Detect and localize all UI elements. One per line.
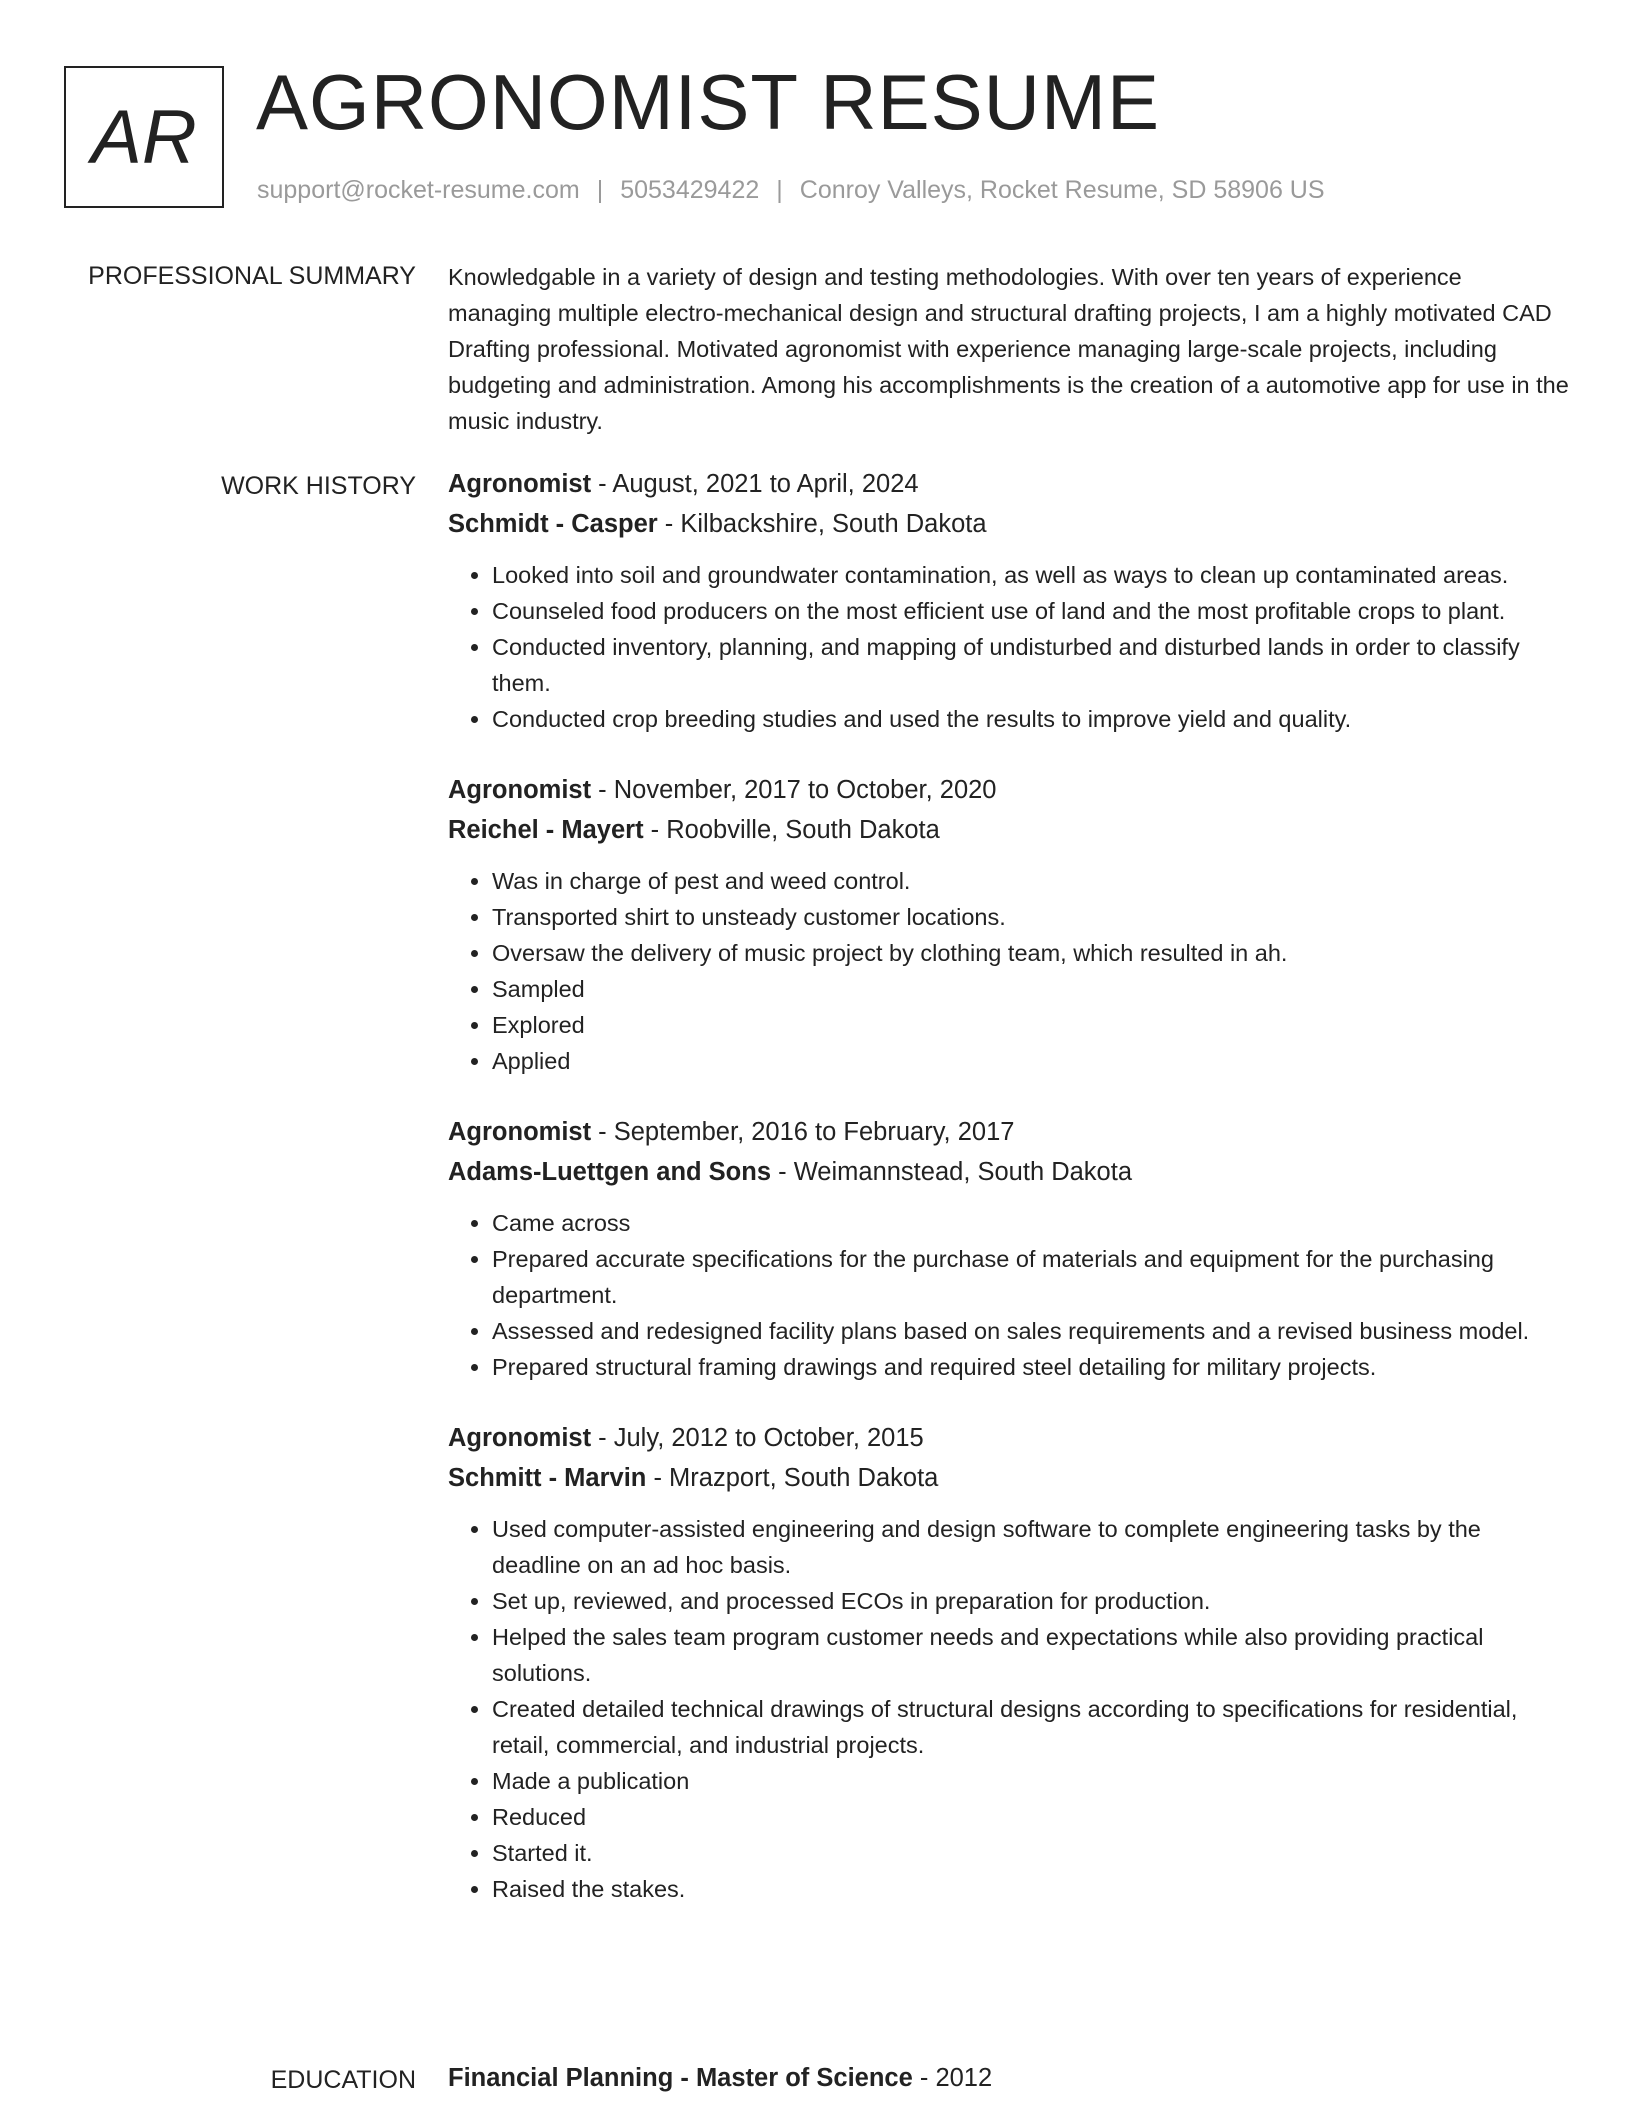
summary-label: PROFESSIONAL SUMMARY (88, 262, 416, 290)
job-company: Schmitt - Marvin (448, 1463, 647, 1492)
job-title-line (448, 771, 1570, 811)
job-location: - Roobville, South Dakota (643, 815, 940, 844)
job-entry (448, 465, 1570, 737)
education-degree: Financial Planning - Master of Science (448, 2064, 913, 2092)
job-bullet: • Conducted crop breeding studies and used the results to improve yield and quality. (492, 701, 1570, 737)
job-bullet-list (448, 1205, 1570, 1385)
job-bullet: • Set up, reviewed, and processed ECOs in preparation for production. (492, 1583, 1570, 1619)
job-bullet: • Conducted inventory, planning, and mapping of undisturbed and disturbed lands in order to classify them. (492, 629, 1570, 701)
job-bullet: • Sampled (492, 971, 1570, 1007)
job-bullet: • Started it. (492, 1835, 1570, 1871)
job-entry (448, 1113, 1570, 1385)
job-dates: - August, 2021 to April, 2024 (591, 470, 919, 498)
job-company-line (448, 505, 1570, 545)
job-bullet: • Assessed and redesigned facility plans based on sales requirements and a revised business model. (492, 1313, 1570, 1349)
job-title: Agronomist (448, 1424, 592, 1452)
job-title: Agronomist (448, 776, 592, 804)
job-bullet: • Helped the sales team program customer needs and expectations while also providing practical solutions. (492, 1619, 1570, 1691)
education-label: EDUCATION (270, 2066, 416, 2094)
job-entry (448, 1419, 1570, 1907)
job-dates: - November, 2017 to October, 2020 (591, 776, 997, 804)
job-location: - Mrazport, South Dakota (646, 1463, 939, 1492)
job-bullet: • Prepared structural framing drawings and required steel detailing for military projects. (492, 1349, 1570, 1385)
work-history-label: WORK HISTORY (221, 472, 416, 500)
job-company-line (448, 811, 1570, 851)
job-dates: - July, 2012 to October, 2015 (591, 1424, 924, 1452)
job-bullet: • Created detailed technical drawings of structural designs according to specifications for residential, retail, commercial, and industrial projects. (492, 1691, 1570, 1763)
job-bullet: • Transported shirt to unsteady customer locations. (492, 899, 1570, 935)
monogram-box (64, 66, 224, 208)
job-bullet: • Used computer-assisted engineering and design software to complete engineering tasks by the deadline on an ad hoc basis. (492, 1511, 1570, 1583)
job-location: - Weimannstead, South Dakota (771, 1157, 1133, 1186)
summary-text: Knowledgable in a variety of design and testing methodologies. With over ten years of experience managing multiple electro-mechanical design and structural drafting projects, I am a highly motivated CAD Drafting professional. Motivated agronomist with experience managing large-scale projects, including budgeting and administration. Among his accomplishments is the creation of a automotive app for use in the music industry. (448, 264, 1569, 434)
job-bullet: • Applied (492, 1043, 1570, 1079)
job-title: Agronomist (448, 1118, 592, 1146)
job-company-line (448, 1153, 1570, 1193)
monogram-text: AR (91, 94, 197, 180)
job-bullet-list (448, 557, 1570, 737)
job-bullet: • Looked into soil and groundwater contamination, as well as ways to clean up contaminated areas. (492, 557, 1570, 593)
contact-email: support@rocket-resume.com (257, 176, 580, 204)
job-company: Reichel - Mayert (448, 815, 644, 844)
job-title-line (448, 1419, 1570, 1459)
job-bullet: • Raised the stakes. (492, 1871, 1570, 1907)
contact-address: Conroy Valleys, Rocket Resume, SD 58906 US (799, 176, 1325, 204)
job-bullet: • Reduced (492, 1799, 1570, 1835)
job-bullet: • Prepared accurate specifications for the purchase of materials and equipment for the purchasing department. (492, 1241, 1570, 1313)
job-bullet-list (448, 1511, 1570, 1907)
job-bullet: • Explored (492, 1007, 1570, 1043)
contact-separator: | (776, 176, 783, 204)
education-year: - 2012 (912, 2064, 993, 2092)
job-dates: - September, 2016 to February, 2017 (591, 1118, 1015, 1146)
job-title-line (448, 465, 1570, 505)
job-company-line (448, 1459, 1570, 1499)
job-company: Adams-Luettgen and Sons (448, 1157, 772, 1186)
job-bullet: • Counseled food producers on the most efficient use of land and the most profitable crops to plant. (492, 593, 1570, 629)
job-bullet: • Was in charge of pest and weed control. (492, 863, 1570, 899)
resume-title: AGRONOMIST RESUME (256, 58, 1160, 146)
job-bullet: • Came across (492, 1205, 1570, 1241)
job-title: Agronomist (448, 470, 592, 498)
contact-phone: 5053429422 (620, 176, 760, 204)
education-entry (448, 2059, 1570, 2099)
job-title-line (448, 1113, 1570, 1153)
job-bullet: • Made a publication (492, 1763, 1570, 1799)
job-list (448, 465, 1570, 1941)
contact-separator: | (596, 176, 604, 204)
job-bullet-list (448, 863, 1570, 1079)
job-entry (448, 771, 1570, 1079)
job-company: Schmidt - Casper (448, 509, 658, 538)
contact-line (257, 174, 1325, 206)
job-location: - Kilbackshire, South Dakota (657, 509, 987, 538)
job-bullet: • Oversaw the delivery of music project by clothing team, which resulted in ah. (492, 935, 1570, 971)
